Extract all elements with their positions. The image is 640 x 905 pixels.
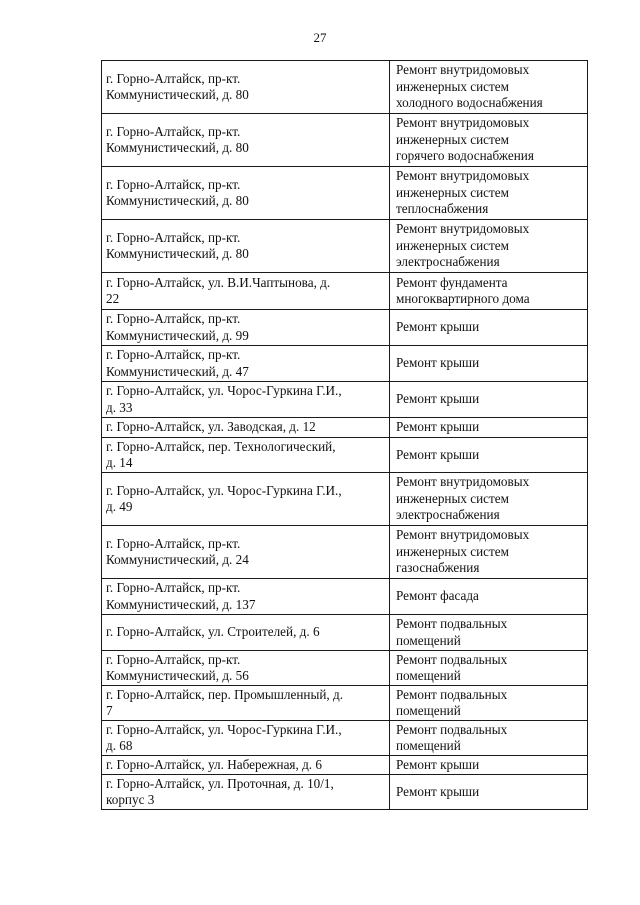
work-type-cell: Ремонт крыши [390,775,588,810]
work-type-cell: Ремонт подвальных помещений [390,615,588,651]
table-row [102,273,588,310]
table-row [102,775,588,810]
address-cell: г. Горно-Алтайск, пр-кт. Коммунистический, д. 80 [102,114,390,167]
table-row [102,473,588,526]
work-type-cell: Ремонт крыши [390,756,588,775]
table-row [102,615,588,651]
table-row [102,579,588,615]
address-cell: г. Горно-Алтайск, ул. Набережная, д. 6 [102,756,390,775]
address-cell: г. Горно-Алтайск, ул. Строителей, д. 6 [102,615,390,651]
work-type-cell: Ремонт крыши [390,382,588,418]
table-row [102,382,588,418]
address-cell: г. Горно-Алтайск, пр-кт. Коммунистический, д. 99 [102,310,390,346]
table-row [102,114,588,167]
address-cell: г. Горно-Алтайск, пер. Технологический, д. 14 [102,438,390,473]
address-cell: г. Горно-Алтайск, ул. Чорос-Гуркина Г.И., д. 68 [102,721,390,756]
table-row [102,61,588,114]
table-row [102,220,588,273]
work-type-cell: Ремонт подвальных помещений [390,686,588,721]
table-row [102,438,588,473]
table-row [102,346,588,382]
address-cell: г. Горно-Алтайск, ул. Чорос-Гуркина Г.И., д. 49 [102,473,390,526]
table-row [102,721,588,756]
address-cell: г. Горно-Алтайск, пр-кт. Коммунистический, д. 80 [102,167,390,220]
work-type-cell: Ремонт подвальных помещений [390,651,588,686]
table-row [102,526,588,579]
repair-works-table [101,60,588,810]
address-cell: г. Горно-Алтайск, пр-кт. Коммунистический, д. 24 [102,526,390,579]
address-cell: г. Горно-Алтайск, ул. Чорос-Гуркина Г.И., д. 33 [102,382,390,418]
table-row [102,686,588,721]
address-cell: г. Горно-Алтайск, пр-кт. Коммунистический, д. 47 [102,346,390,382]
table-row [102,418,588,438]
table-row [102,651,588,686]
work-type-cell: Ремонт крыши [390,346,588,382]
work-type-cell: Ремонт внутридомовых инженерных систем газоснабжения [390,526,588,579]
address-cell: г. Горно-Алтайск, пер. Промышленный, д. 7 [102,686,390,721]
work-type-cell: Ремонт внутридомовых инженерных систем электроснабжения [390,220,588,273]
work-type-cell: Ремонт крыши [390,418,588,438]
address-cell: г. Горно-Алтайск, пр-кт. Коммунистический, д. 56 [102,651,390,686]
work-type-cell: Ремонт внутридомовых инженерных систем электроснабжения [390,473,588,526]
table-body [102,61,588,810]
work-type-cell: Ремонт фундамента многоквартирного дома [390,273,588,310]
work-type-cell: Ремонт фасада [390,579,588,615]
work-type-cell: Ремонт внутридомовых инженерных систем холодного водоснабжения [390,61,588,114]
page-number: 27 [313,30,327,45]
work-type-cell: Ремонт внутридомовых инженерных систем горячего водоснабжения [390,114,588,167]
work-type-cell: Ремонт крыши [390,438,588,473]
work-type-cell: Ремонт крыши [390,310,588,346]
address-cell: г. Горно-Алтайск, ул. Заводская, д. 12 [102,418,390,438]
table-row [102,756,588,775]
address-cell: г. Горно-Алтайск, пр-кт. Коммунистический, д. 137 [102,579,390,615]
address-cell: г. Горно-Алтайск, пр-кт. Коммунистический, д. 80 [102,61,390,114]
table-row [102,167,588,220]
work-type-cell: Ремонт подвальных помещений [390,721,588,756]
address-cell: г. Горно-Алтайск, пр-кт. Коммунистический, д. 80 [102,220,390,273]
work-type-cell: Ремонт внутридомовых инженерных систем теплоснабжения [390,167,588,220]
table-row [102,310,588,346]
address-cell: г. Горно-Алтайск, ул. Проточная, д. 10/1, корпус 3 [102,775,390,810]
address-cell: г. Горно-Алтайск, ул. В.И.Чаптынова, д. 22 [102,273,390,310]
